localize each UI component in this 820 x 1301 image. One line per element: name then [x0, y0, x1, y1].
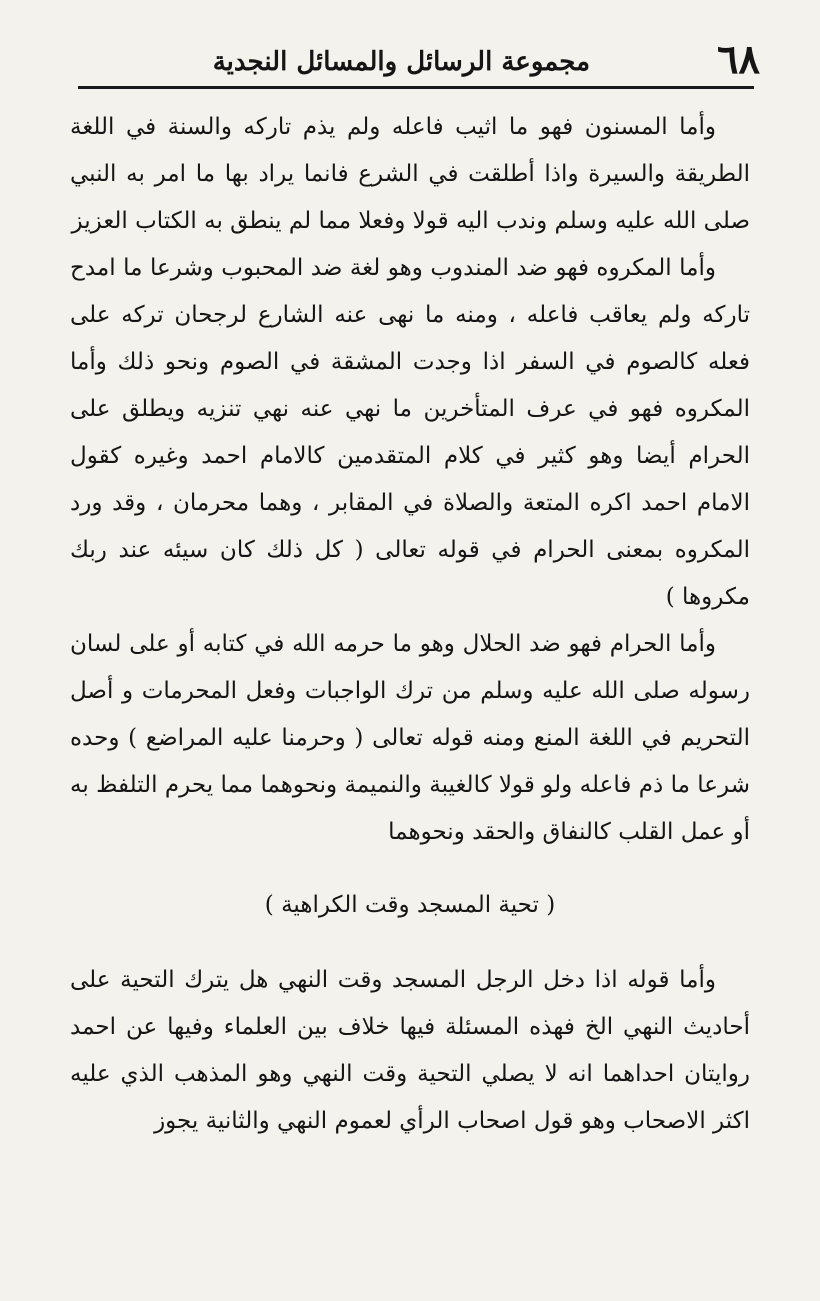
paragraph-haram: وأما الحرام فهو ضد الحلال وهو ما حرمه الله في كتابه أو على لسان رسوله صلى الله عليه وسلم من ترك الواجبات وفعل المحرمات و أصل التحريم في اللغة المنع ومنه قوله تعالى ( وحرمنا عليه المراضع ) وحده شرعا ما ذم فاعله ولو قولا كالغيبة والنميمة ونحوهما مما يحرم التلفظ به أو عمل القلب كالنفاق والحقد ونحوهما [70, 631, 750, 845]
header-rule [78, 86, 754, 89]
page-header [60, 34, 760, 86]
paragraph-masnun: وأما المسنون فهو ما اثيب فاعله ولم يذم تاركه والسنة في اللغة الطريقة والسيرة واذا أطلقت في الشرع فانما يراد بها ما امر به النبي صلى الله عليه وسلم وندب اليه قولا وفعلا مما لم ينطق به الكتاب العزيز [70, 114, 750, 234]
paragraph-tahiyyat-al-masjid: وأما قوله اذا دخل الرجل المسجد وقت النهي هل يترك التحية على أحاديث النهي الخ فهذه المسئلة فيها خلاف بين العلماء وفيها عن احمد روايتان احداهما انه لا يصلي التحية وقت النهي وهو المذهب الذي عليه اكثر الاصحاب وهو قول اصحاب الرأي لعموم النهي والثانية يجوز [70, 967, 750, 1134]
page-body [70, 104, 750, 1145]
page-number: ٦٨ [717, 36, 760, 83]
section-heading: ( تحية المسجد وقت الكراهية ) [264, 892, 556, 918]
running-title: مجموعة الرسائل والمسائل النجدية [212, 47, 590, 77]
paragraph-makruh: وأما المكروه فهو ضد المندوب وهو لغة ضد المحبوب وشرعا ما امدح تاركه ولم يعاقب فاعله ، ومنه ما نهى عنه الشارع لرجحان تركه على فعله كالصوم في السفر اذا وجدت المشقة في الصوم ونحو ذلك وأما المكروه فهو في عرف المتأخرين ما نهي عنه نهي تنزيه ويطلق على الحرام أيضا وهو كثير في كلام المتقدمين كالامام احمد وغيره كقول الامام احمد اكره المتعة والصلاة في المقابر ، وهما محرمان ، وقد ورد المكروه بمعنى الحرام في قوله تعالى ( كل ذلك كان سيئه عند ربك مكروها ) [70, 255, 750, 610]
